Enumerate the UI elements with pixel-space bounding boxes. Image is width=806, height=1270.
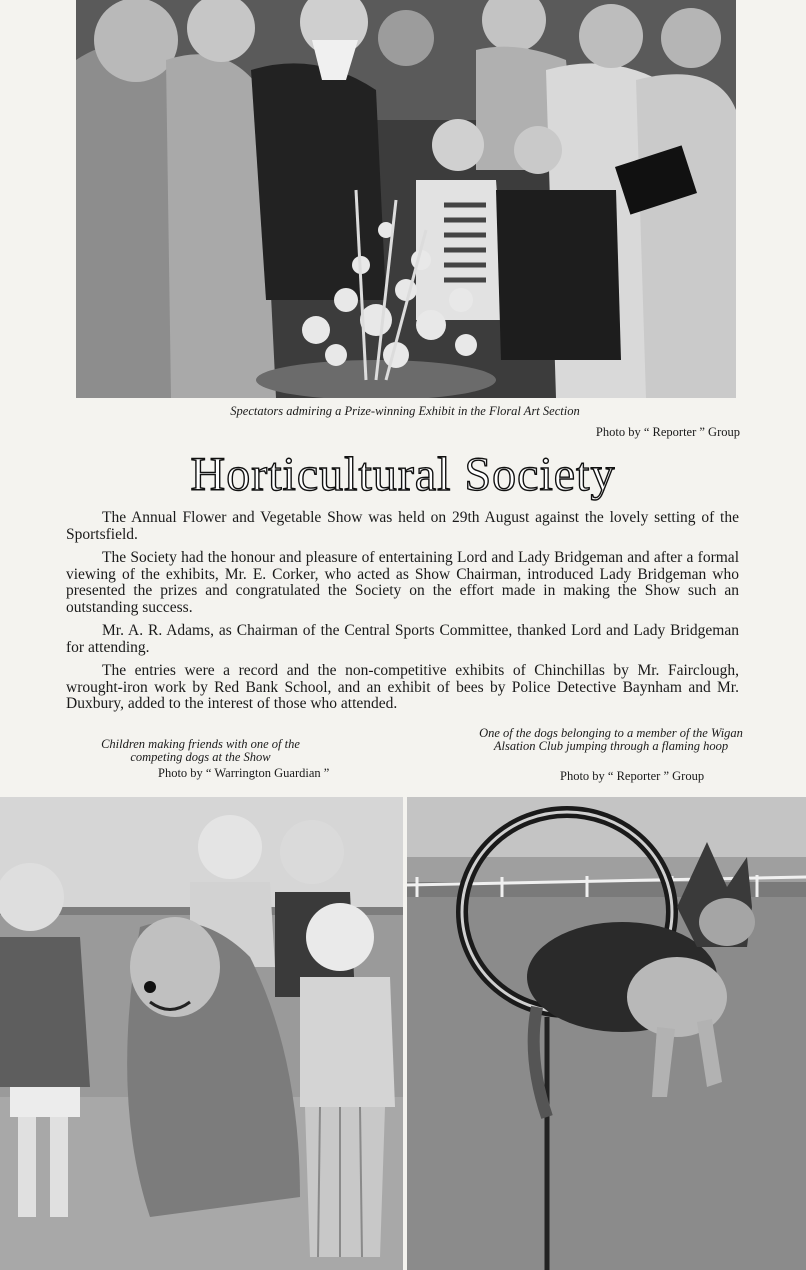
dog-through-hoop-photo xyxy=(407,797,806,1270)
paragraph: Mr. A. R. Adams, as Chairman of the Central Sports Committee, thanked Lord and Lady Bridgeman for attending. xyxy=(66,622,739,656)
top-photo-credit: Photo by “ Reporter ” Group xyxy=(595,425,740,439)
page-title: Horticultural Society xyxy=(190,448,616,501)
dog-photo-credit: Photo by “ Reporter ” Group xyxy=(560,769,705,783)
floral-exhibit-photo xyxy=(76,0,736,398)
paragraph: The Annual Flower and Vegetable Show was held on 29th August against the lovely setting of the Sportsfield. xyxy=(66,509,739,543)
caption-line: competing dogs at the Show xyxy=(130,750,271,764)
paragraph: The Society had the honour and pleasure of entertaining Lord and Lady Bridgeman and after a formal viewing of the exhibits, Mr. E. Corker, who acted as Show Chairman, introduced Lady Bridgeman who presented the prizes and congratulated the Society on the effort made in making the Show such an outstanding success. xyxy=(66,549,739,616)
caption-line: Children making friends with one of the xyxy=(101,737,300,751)
children-photo-caption xyxy=(68,738,333,764)
dog-photo-caption: One of the dogs belonging to a member of the Wigan Alsation Club jumping through a flaming hoop xyxy=(479,726,743,753)
paragraph: The entries were a record and the non-competitive exhibits of Chinchillas by Mr. Fairclough, wrought-iron work by Red Bank School, and an exhibit of bees by Police Detective Baynham and Mr. Duxbury, added to the interest of those who attended. xyxy=(66,662,739,712)
children-with-dog-photo xyxy=(0,797,403,1270)
top-photo-caption: Spectators admiring a Prize-winning Exhibit in the Floral Art Section xyxy=(230,404,580,418)
article-body xyxy=(66,510,739,720)
children-photo-credit: Photo by “ Warrington Guardian ” xyxy=(158,766,330,780)
